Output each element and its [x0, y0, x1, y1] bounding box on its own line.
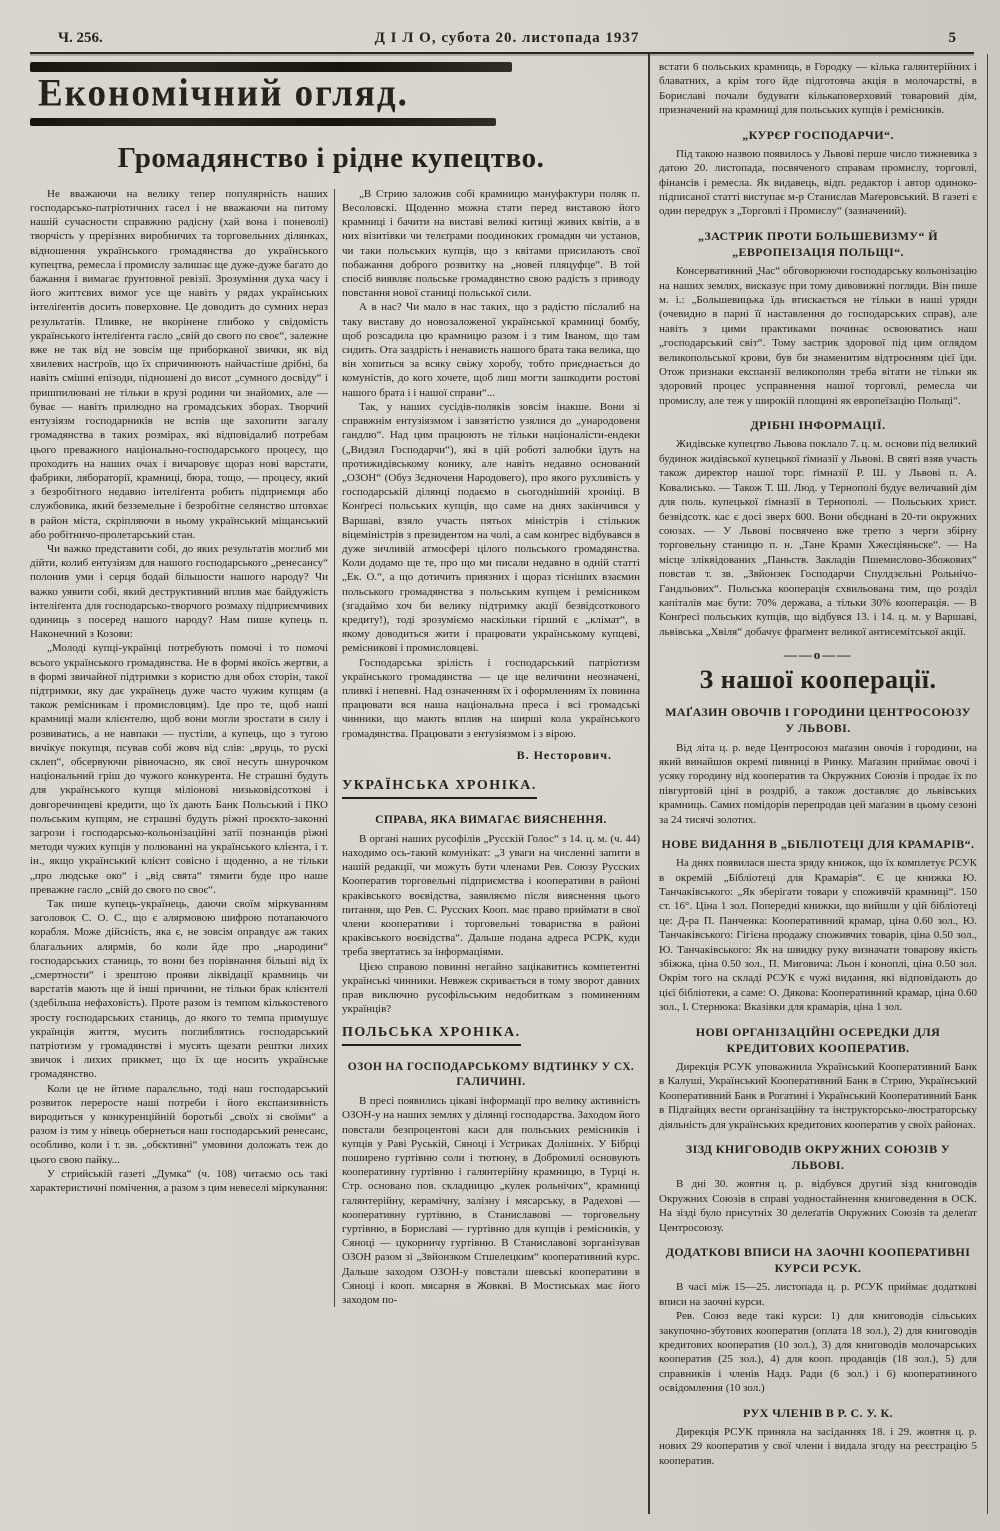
news-item-heading: „КУРЄР ГОСПОДАРЧИ“.	[742, 127, 894, 142]
chronicle-title: УКРАЇНСЬКА ХРОНІКА.	[342, 778, 537, 799]
coop-item-heading: ДОДАТКОВІ ВПИСИ НА ЗАОЧНІ КООПЕРАТИВНІ КУРСИ РСУК.	[665, 1245, 971, 1276]
body-paragraph: Не вважаючи на велику тепер популярність наших господарсько-патріотичних гасел і не вважаючи на питому нашій сучасности справжню радісну (хай вона і поневолі) творчість у прерізних виробничих та торговельних ділянках, відношення українського громадянства до українського купецтва, ремесла і промислу залишає ще дуже-дуже багато до бажання і вимагає ґрунтовної ревізії. Зрозуміння духа часу і його життєвих вимог усе ще навіть у рядах українських інтеліґентів досить поверховне. Це доводить до сумних нераз результатів. Пливке, не вкорінене глибоко у свідомість українського інтеліґента гасло „свій до свого по своє“, залежне вже не так від не зовсім ще приборканої звички, як від хвилевих настроїв, що їх спричинюють найчастіше дрібні, ба навіть смішні епізоди, підношені до висот „сумного досвіду“ і пришпилювані не тільки в крузі родини чи знайомих, але — буває — навіть прилюдно на громадських зборах. Творчий ентузіязм господарників не вспів ще захопити загалу громадянства в таких розмірах, які відповідалиб потребам цього преважного національно-господарського процесу, що проходить на наших очах і вичаровує щораз нові варстати, фабрики, лябораторії, крамниці, бюра, тощо, — процесу, який з безробітного недавно інтеліґента робить підприємця або службовика, який безземельне і безробітне селянство штовхає в район міста, скріпляючи в ньому український міщанський або робітничо-пролетарський стан.	[30, 187, 328, 541]
page-header	[0, 0, 1000, 47]
newspaper-masthead: Д І Л О, субота 20. листопада 1937	[374, 30, 640, 46]
chronicle-article-heading: СПРАВА, ЯКА ВИМАГАЄ ВИЯСНЕННЯ.	[375, 813, 607, 826]
page-content	[0, 54, 1000, 1514]
chronicle-article-heading: ОЗОН НА ГОСПОДАРСЬКОМУ ВІДТИНКУ У СХ. ГАЛИЧИНІ.	[347, 1061, 635, 1089]
body-paragraph: Коли це не йтиме паралєльно, тоді наш господарський розвиток переросте наші потреби і його експанзивність виродиться у конкуренційній боротьбі „своїх зі своїми“ а разом із тим у нівець обернеться наш господарський ренесанс, особливо, коли і т. зв. „обєктивні“ умовини доложать теж до цього свою пайку...	[30, 1082, 328, 1166]
right-column	[657, 54, 988, 1514]
author-signature: В. Несторович.	[516, 747, 612, 762]
news-item-heading: ДРІБНІ ІНФОРМАЦІЇ.	[750, 418, 886, 433]
body-paragraph: Дирекція РСУК приняла на засіданнях 18. і 29. жовтня ц. р. нових 29 кооператив у свої члени і видала згоду на реєстрацію 5 кооператив.	[659, 1425, 977, 1467]
body-paragraph: Консервативний „Час“ обговорюючи господарську кольонізацію на наших землях, висказує при тому дивовижні погляди. Він пише м. і.: „Большевицька їдь втискається не тільки в наші уряди (очевидно в парні її наставлення до господарських справ), але навіть з цими практиками починає освоюватись наш „господарський світ“. Тому застрик здорової під цим оглядом великопольської крови, був би знаменитим відтроєнням цієї їди. Отож признаки експанзії великополян треба вітати не тільки як здоровий процес усправнення нашої торговлі, ремесла чи промислу, але теж у широкій площині як европеїзацію Польщі“.	[659, 265, 977, 407]
body-paragraph: Чи важко представити собі, до яких результатів моглиб ми дійти, колиб ентузіязм для нашого господарського „ренесансу“ полонив уми і серця бодай більшости нашого народу? Чи важко уявити собі, який деструктивний вплив має байдужість інтеліґента для господарсько-творчого розмаху підприємчивих одиниць з посеред нашого народу? Нам пише купець п. Наконечний з Козови:	[30, 542, 328, 641]
body-paragraph: А в нас? Чи мало в нас таких, що з радістю післалиб на таку виставу до новозаложеної української крамниці бомбу, щоб розсадила цю крамницю разом і з тим Іваном, що там сидить. Ота заздрість і ненависть нашого брата така велика, що він хопиться за всяку свіжу хоробу, тобто приєднається до комуністів, до кого хочете, щоб лиш могти зашкодити ростові нашого брата і і нашої справи“...	[342, 301, 641, 399]
column-1	[30, 187, 328, 1307]
ukrainian-chronicle-section	[342, 769, 640, 1017]
cooperation-section	[659, 665, 977, 1468]
body-paragraph: Так, у наших сусідів-поляків зовсім інакше. Вони зі справжнім ентузіязмом і завзятістю узялися до „ународовеня гандлю“. Над цим працюють не тільки націоналісти-ендеки („Видзял Господарчи“), які в цій роботі залюбки їдуть на протижидівському конику, але навіть недавно оснований „ОЗОН“ (Обуз Зєдноченя Народовего), про якого рухливість у господарській ділянці подаємо в сьогоднішній хроніці. В Конґресі польських купців, що саме на днях закінчився у Варшаві, взяло участь пятьох міністрів і стількиж віцеміністрів з президентом на чолі, а сам конґрес відбувався в дуже зичливій атмосфері цілого польського громадянства. Коли додамо ще те, про що ми писали недавно в одній статті „Ек. О.“, а що дотичить приязних і щораз тісніших взаємин польського громадянства з польським купцем і ремісником (згадаймо хоч би велику підтримку акції безвідсоткового кредиту!), тоді зрозуміємо наскільки гірший є „клімат“, в якому доводиться жити і працювати українському купцеві, ремісникові і промисловцеві.	[342, 400, 640, 655]
body-paragraph: „В Стрию заложив собі крамницю мануфактури поляк п. Весоловскі. Щоденно можна стати перед виставою його крамниці і бачити на виставі великі китиці живих квітів, а в них візитівки чи телєґрами поодиноких громадян чи установ, чи таки польських купців, що з квітами присилають свої побажання доброго розвитку на „новей пляцуфце“. В той спосіб виявляє польське громадянство свою радість з приводу повстання нової станиці польської сили.	[342, 187, 640, 300]
continuation-paragraph: встати 6 польських крамниць, в Городку — кілька галянтерійних і блаватних, а крім того йде підготовча акція в молочарстві, в Бориславі почали будувати кількаповерховий товаровий дім, призначений на крамниці для польських купців і ремісників.	[659, 61, 977, 117]
body-paragraph: На днях появилася шеста зряду книжок, що їх комплетує РСУК в окремій „Бібліотеці для Крамарів“. Є це книжка Ю. Танчаківського: „Як зберігати товари у споживчій крамниці“. 150 ст. 16°. Ціна 1 зол. Попередні книжки, що вийшли у цій бібліотеці це: Д-ра П. Панченка: Кооперативний крамар, ціна 0.60 зол., Ю. Танчаківського: Гігієна продажу споживчих товарів, ціна 0.50 зол., Ю. Танчаківського: Як на швидку руку визначати товарову якість збіжжа, ціна 0.50 зол., П. Миговича: Льон і коноплі, ціна 0.50 зол. Окрім того на складі РСУК є чужі видання, які відповідають до цієї бібліотеки, а саме: О. Дякова: Кооперативний крамар, ціна 0.60 зол., І. Стернюка: Вказівки для крамарів, ціна 1 зол.	[659, 857, 977, 1014]
section-title: Економічний огляд.	[38, 71, 409, 115]
body-paragraph: Жидівське купецтво Львова поклало 7. ц. м. основи під великий будинок жидівської купецької ґімназії у Львові. В святі взяв участь також директор нашої торг. ґімназії Р. Ш. у Львові п. А. Ковалисько. — Також Т. Ш. Люд. у Тернополі будує величавий дім для поль. купецької ґімназії в Тернополі. — Польських христ. безвідсотк. кас є досі зверх 600. Вони обєднані в 20-ти окружних союзах. — У Львові посвячено вже третю з черги збірну торговельну станицю п. н. „Тане Крами Хжесціяньске“. — На місце зліквідованих „Паньств. Закладів Пшемислово-Збожових“ повстав т. зв. „Звйонзек Господарчи Спулдзєльні Рольнічо-Гандльових“. Польська кооперація схвильована тим, що розділ капіталів має бути: 70% держава, а тільки 30% кооперація. — В Конґресі польських купців, що відбувся 13. і 14. ц. м. у Варшаві, львівська „Хвіля“ добачує фраґмент великої антисемітської акції.	[659, 438, 977, 638]
coop-item-heading: МАҐАЗИН ОВОЧІВ І ГОРОДИНИ ЦЕНТРОСОЮЗУ У ЛЬВОВІ.	[665, 705, 971, 736]
cooperation-title: З нашої кооперації.	[699, 665, 937, 695]
body-paragraph: „Молоді купці-українці потребують помочі і то помочі всього українського громадянства. Не в формі якоїсь жертви, а в формі звичайної підтримки з користю для обох сторін, такої підтримки, яку дає українець дуже часто чужим купцям (а також ремісникам і промисловцям). Іде про те, щоб наші крамниці мали клієнтелю, щоб вони могли зростати в силу і розвиватись, а не навпаки — пустіли, а купець, що з тугою вичікує покупця, псував собі жовч від слів: „вруць, то рускі склеп“, обсервуючи рівночасно, як свої несуть шнурочком національний гріш до чужого конкурента. Не страшні будуть для українського купця міліонові низьковідсоткові і довгоречинцеві кредити, що їх дають Банк Польський і ПКО польським купцям, не страшні будуть ріжні проєкто-законні загрози і господарсько-кольонізаційні затії познанців ріжні методи чужих купців у полюванні на українського клієнта, і т. ін., якщо український клієнт совісно і щоденно, а не тільки „про людське око“ і „від свята“ тямити буде про наше преважне гасло „свій до свого по своє“.	[30, 642, 328, 896]
body-paragraph: Так пише купець-українець, даючи своїм міркуванням заголовок С. О. С., що є алярмовою шифрою потапаючого корабля. Може дійсність, яка є, не зовсім оправдує аж таких благальних алярмів, бо коли йде про „народини“ господарських станиць, то вони без порівнання більші від їх „смертности“ і зрештою прояви ліквідації крамниць чи варстатів мають ще й інші причини, не тільки брак клієнтелі (здебільша нефаховість). Проте разом із темпом кількостевого зросту господарських станиць, до якого то темпа примушує українців життя, мусить поглиблятись господарський патріотизм у громадянстві і мусять щезати рештки лихих звичок і лихих прикмет, що їх ще носить українське громадянство.	[30, 898, 328, 1081]
body-paragraph: В органі наших русофілів „Русскій Голос“ з 14. ц. м. (ч. 44) находимо ось-такий комунікат: „З уваги на численні запити в нашій редакції, чи можуть бути членами Рев. Союзу Русских Кооператив торговельні підприємства і кооперативи в районі краківського воєвідства, заявляємо після вияснення цього питання, що Рев. С. Русских Кооп. має право приймати в свої члени кооперативи і торговельні товариства в районі краківського воєвідства“. Дальше подана адреса РСРК, куди треба звертатись за інформаціями.	[342, 832, 640, 959]
column-rule	[334, 189, 335, 1307]
main-column-rule	[648, 54, 650, 1514]
coop-item-heading: НОВЕ ВИДАННЯ В „БІБЛІОТЕЦІ ДЛЯ КРАМАРІВ“.	[661, 836, 975, 851]
body-paragraph: В пресі появились цікаві інформації про велику активність ОЗОН-у на наших землях у ділянці господарства. Заходом його повстали безпроцентові каси для польських ремісників і купців у Раві Руській, Сяноці і Устриках Долішніх. У Бібрці поширено гуртівню соли і тютюну, в Добромилі основують кооперативну гуртівню і галянтерійну крамницю, в Турці н. Стр. основано пов. складницю „кулек рольнічих“, крамниці галянтерійну, керамічну, залізну і мясарську, в Радехові — кооперативну гуртівню, в Станиславові — торговельну гуртівню, в Бориславі — гуртівню для купців і ремісників, у Сяноці — цукорничу гуртівню. В Станиславові зорганізував ОЗОН разом зі „Звйонзком Стшелецким“ кооперативний курс. Дальше заходом ОЗОН-у повстали шевські кооперативи в Сяноці і кооп. мясарня в Жовкві. В Мостиськах має його заходом по-	[342, 1095, 640, 1307]
body-paragraph: Від літа ц. р. веде Центросоюз маґазин овочів і городини, на який винайшов окремі пивниці в Ринку. Маґазин приймає овочі і усяку городину від кооператив та Окружних Союзів і продає їх по півгуртовій ціні в роздріб, а також доставляє до львівських крамниць. Самих помідорів перепродав цей маґазин в цьому сезоні за 24 тисячі золотих.	[659, 741, 977, 826]
body-paragraph: В часі між 15—25. листопада ц. р. РСУК приймає додаткові вписи на заочні курси.	[659, 1281, 977, 1308]
section-ornament: ——о——	[783, 647, 853, 663]
body-paragraph: Під такою назвою появилось у Львові перше число тижневика з датою 20. листопада, посвяченого справам промислу, торговлі, фінансів і ремесла. Як видавець, відп. редактор і автор одиноко-підписаної статті виступає м-р Станислав Маґеровський. В газеті є один передрук з „Торговлі і Промислу“ (зазначений).	[659, 147, 977, 218]
issue-number: Ч. 256.	[58, 30, 103, 46]
polish-chronicle-section	[342, 1016, 640, 1307]
news-item-heading: „ЗАСТРИК ПРОТИ БОЛЬШЕВИЗМУ“ Й „ЕВРОПЕІЗАЦІЯ ПОЛЬЩІ“.	[697, 228, 939, 260]
economic-review-section	[30, 54, 642, 1514]
column-2	[342, 187, 642, 1307]
body-paragraph: В дні 30. жовтня ц. р. відбувся другий зізд книговодів Окружних Союзів в справі уодностайнення книговедення в ОСК. На зізді було присутніх 30 делеґатів Окружних Союзів та делеґат Центросоюзу.	[659, 1178, 977, 1234]
decorative-bar-bottom	[30, 118, 496, 126]
body-paragraph: Дирекція РСУК уповажнила Український Кооперативний Банк в Калуші, Український Кооперативний Банк в Стрию, Український Кооперативний Банк в Рогатині і Український Кооперативний Банк в Підгайцях вести організаційну та інструкторсько-люстраторську діяльність для українських кредитових кооператив у своїх районах.	[659, 1061, 977, 1131]
decorative-bar-top	[30, 62, 512, 72]
coop-item-heading: РУХ ЧЛЕНІВ В Р. С. У. К.	[743, 1405, 893, 1420]
page-number: 5	[948, 30, 956, 46]
chronicle-title: ПОЛЬСЬКА ХРОНІКА.	[342, 1025, 521, 1046]
body-paragraph: Господарська зрілість і господарський патріотизм українського громадянства — це ще величини неозначені, пливкі і непевні. Над означенням їх і оформленням їх повинна працювати вся наша національна преса і всі громадські чинники, що мають вплив на ширші кола українського громадянства. Працювати з ентузіязмом і з вірою.	[342, 656, 640, 740]
body-paragraph: У стрийській газеті „Думка“ (ч. 108) читаємо ось такі характеристичні помічення, а разом з цим невеселі міркування:	[30, 1167, 328, 1195]
body-paragraph: Цією справою повинні негайно зацікавитись компетентні українські чинники. Невжеж скривається в тому зворот давних прав виключно русофільським недобиткам з поминенням українців?	[342, 960, 640, 1016]
body-paragraph: Рев. Союз веде такі курси: 1) для книговодів сільських закупочно-збутових кооператив (оплата 18 зол.), 2) для книговодів кредитових кооператив (10 зол.), 3) для книговодів молочарських кооператив (25 зол.), 4) для кооп. продавців (18 зол.), 5) для справників і членів Надз. Ради (6 зол.) і 6) кооперативного освідомлення (10 зол.)	[659, 1310, 977, 1395]
section-masthead	[30, 62, 512, 126]
article-columns	[30, 187, 642, 1307]
coop-item-heading: НОВІ ОРГАНІЗАЦІЙНІ ОСЕРЕДКИ ДЛЯ КРЕДИТОВИХ КООПЕРАТИВ.	[695, 1024, 941, 1055]
coop-item-heading: ЗІЗД КНИГОВОДІВ ОКРУЖНИХ СОЮЗІВ У ЛЬВОВІ.	[685, 1142, 951, 1173]
article-title: Громадянство і рідне купецтво.	[117, 141, 545, 174]
